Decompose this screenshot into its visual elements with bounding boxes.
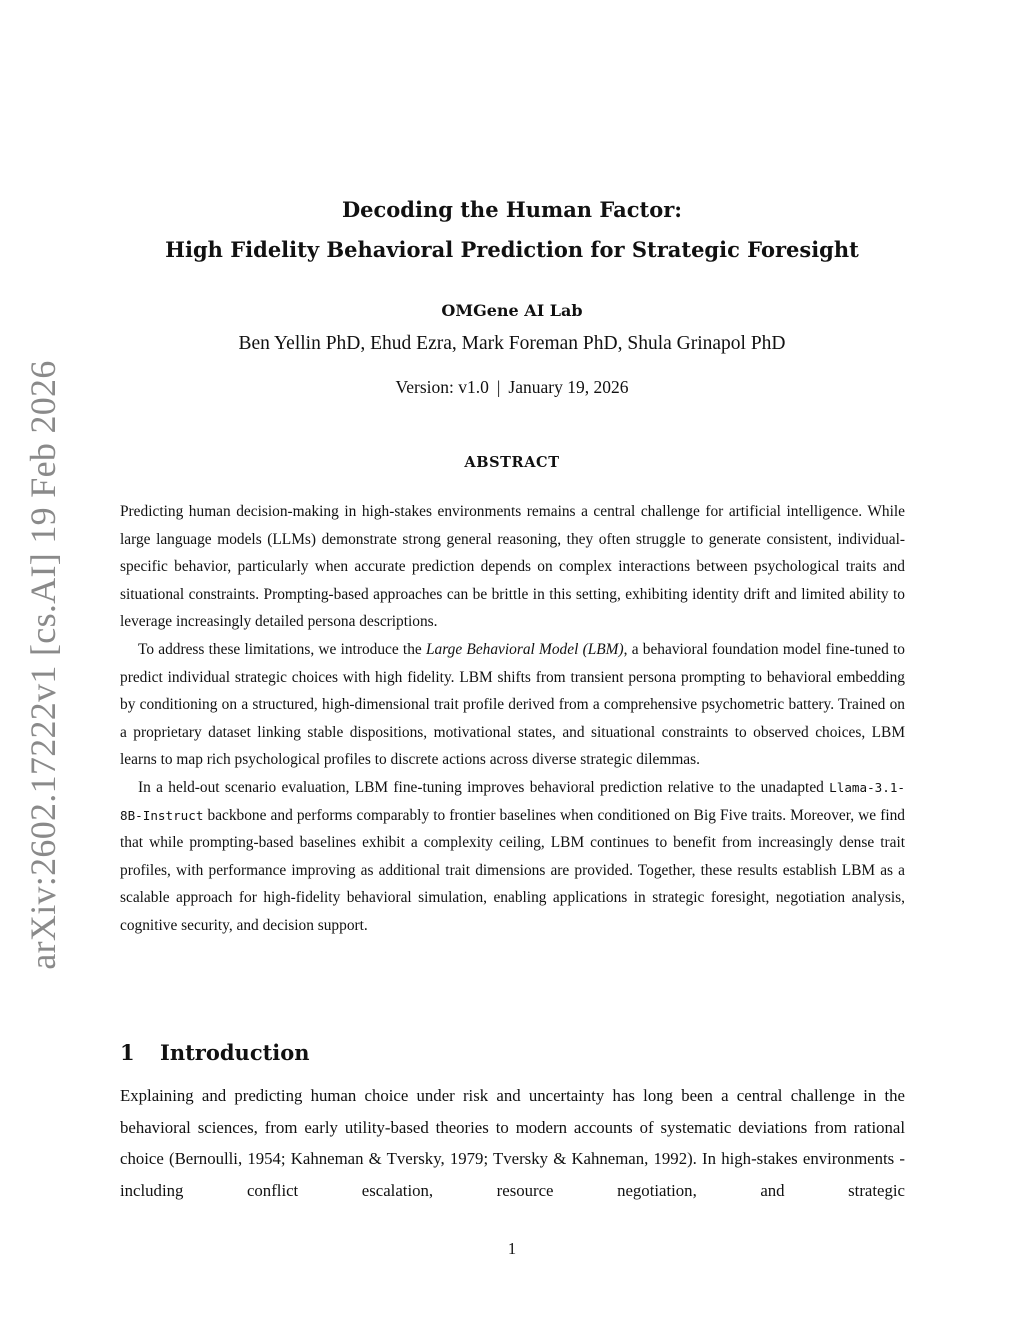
version-separator: | xyxy=(496,377,501,397)
paper-title-line-1: Decoding the Human Factor: xyxy=(341,197,683,222)
version-label: Version: v1.0 xyxy=(395,377,489,397)
abstract-paragraph-2 xyxy=(120,636,905,774)
backbone-model-code: Llama-3.1-8B-Instruct xyxy=(120,779,905,823)
model-name-emphasis: Large Behavioral Model (LBM) xyxy=(425,640,624,658)
abstract-paragraph-1: Predicting human decision-making in high-stakes environments remains a central challenge for artificial intelligence. While large language models (LLMs) demonstrate strong general reasoning, they often struggle to generate consistent, individual-specific behavior, particularly when accurate prediction depends on complex interactions between psychological traits and situational constraints. Prompting-based approaches can be brittle in this setting, exhibiting identity drift and limited ability to leverage increasingly detailed persona descriptions. xyxy=(120,503,905,631)
section-number: 1 xyxy=(120,1040,135,1065)
abstract-p3-text: In a held-out scenario evaluation, LBM fine-tuning improves behavioral prediction relative to the unadapted xyxy=(138,778,830,796)
author-list: Ben Yellin PhD, Ehud Ezra, Mark Foreman PhD, Shula Grinapol PhD xyxy=(238,333,786,354)
publication-date: January 19, 2026 xyxy=(508,377,629,397)
section-heading xyxy=(120,1040,310,1065)
abstract-body xyxy=(120,498,905,940)
introduction-body xyxy=(120,1080,905,1206)
version-line xyxy=(0,377,1024,398)
paper-title-line-2: High Fidelity Behavioral Prediction for Strategic Foresight xyxy=(165,237,859,262)
section-title: Introduction xyxy=(160,1040,310,1065)
arxiv-identifier: arXiv:2602.17222v1 [cs.AI] 19 Feb 2026 xyxy=(23,360,63,970)
page-number: 1 xyxy=(507,1239,517,1258)
lab-affiliation: OMGene AI Lab xyxy=(441,301,583,320)
abstract-p2-text-continued: , a behavioral foundation model fine-tuned to predict individual strategic choices with high fidelity. LBM shifts from transient persona prompting to behavioral embedding by conditioning on a structured, high-dimensional trait profile derived from a comprehensive psychometric battery. Trained on a proprietary dataset linking stable dispositions, motivational states, and situational constraints to observed choices, LBM learns to map rich psychological profiles to discrete actions across diverse strategic dilemmas. xyxy=(120,640,906,769)
abstract-paragraph-3 xyxy=(120,774,905,940)
abstract-heading: ABSTRACT xyxy=(464,454,560,471)
abstract-p3-text-continued: backbone and performs comparably to frontier baselines when conditioned on Big Five traits. Moreover, we find that while prompting-based baselines exhibit a complexity ceiling, LBM continues to benefit from increasingly dense trait profiles, with performance improving as additional trait dimensions are provided. Together, these results establish LBM as a scalable approach for high-fidelity behavioral simulation, enabling applications in strategic foresight, negotiation analysis, cognitive security, and decision support. xyxy=(120,806,905,934)
abstract-p2-text: To address these limitations, we introduce the xyxy=(138,640,426,658)
introduction-paragraph-1: Explaining and predicting human choice under risk and uncertainty has long been a central challenge in the behavioral sciences, from early utility-based theories to modern accounts of systematic deviations from rational choice (Bernoulli, 1954; Kahneman & Tversky, 1979; Tversky & Kahneman, 1992). In high-stakes environments - including conflict escalation, resource negotiation, and strategic xyxy=(120,1086,905,1200)
